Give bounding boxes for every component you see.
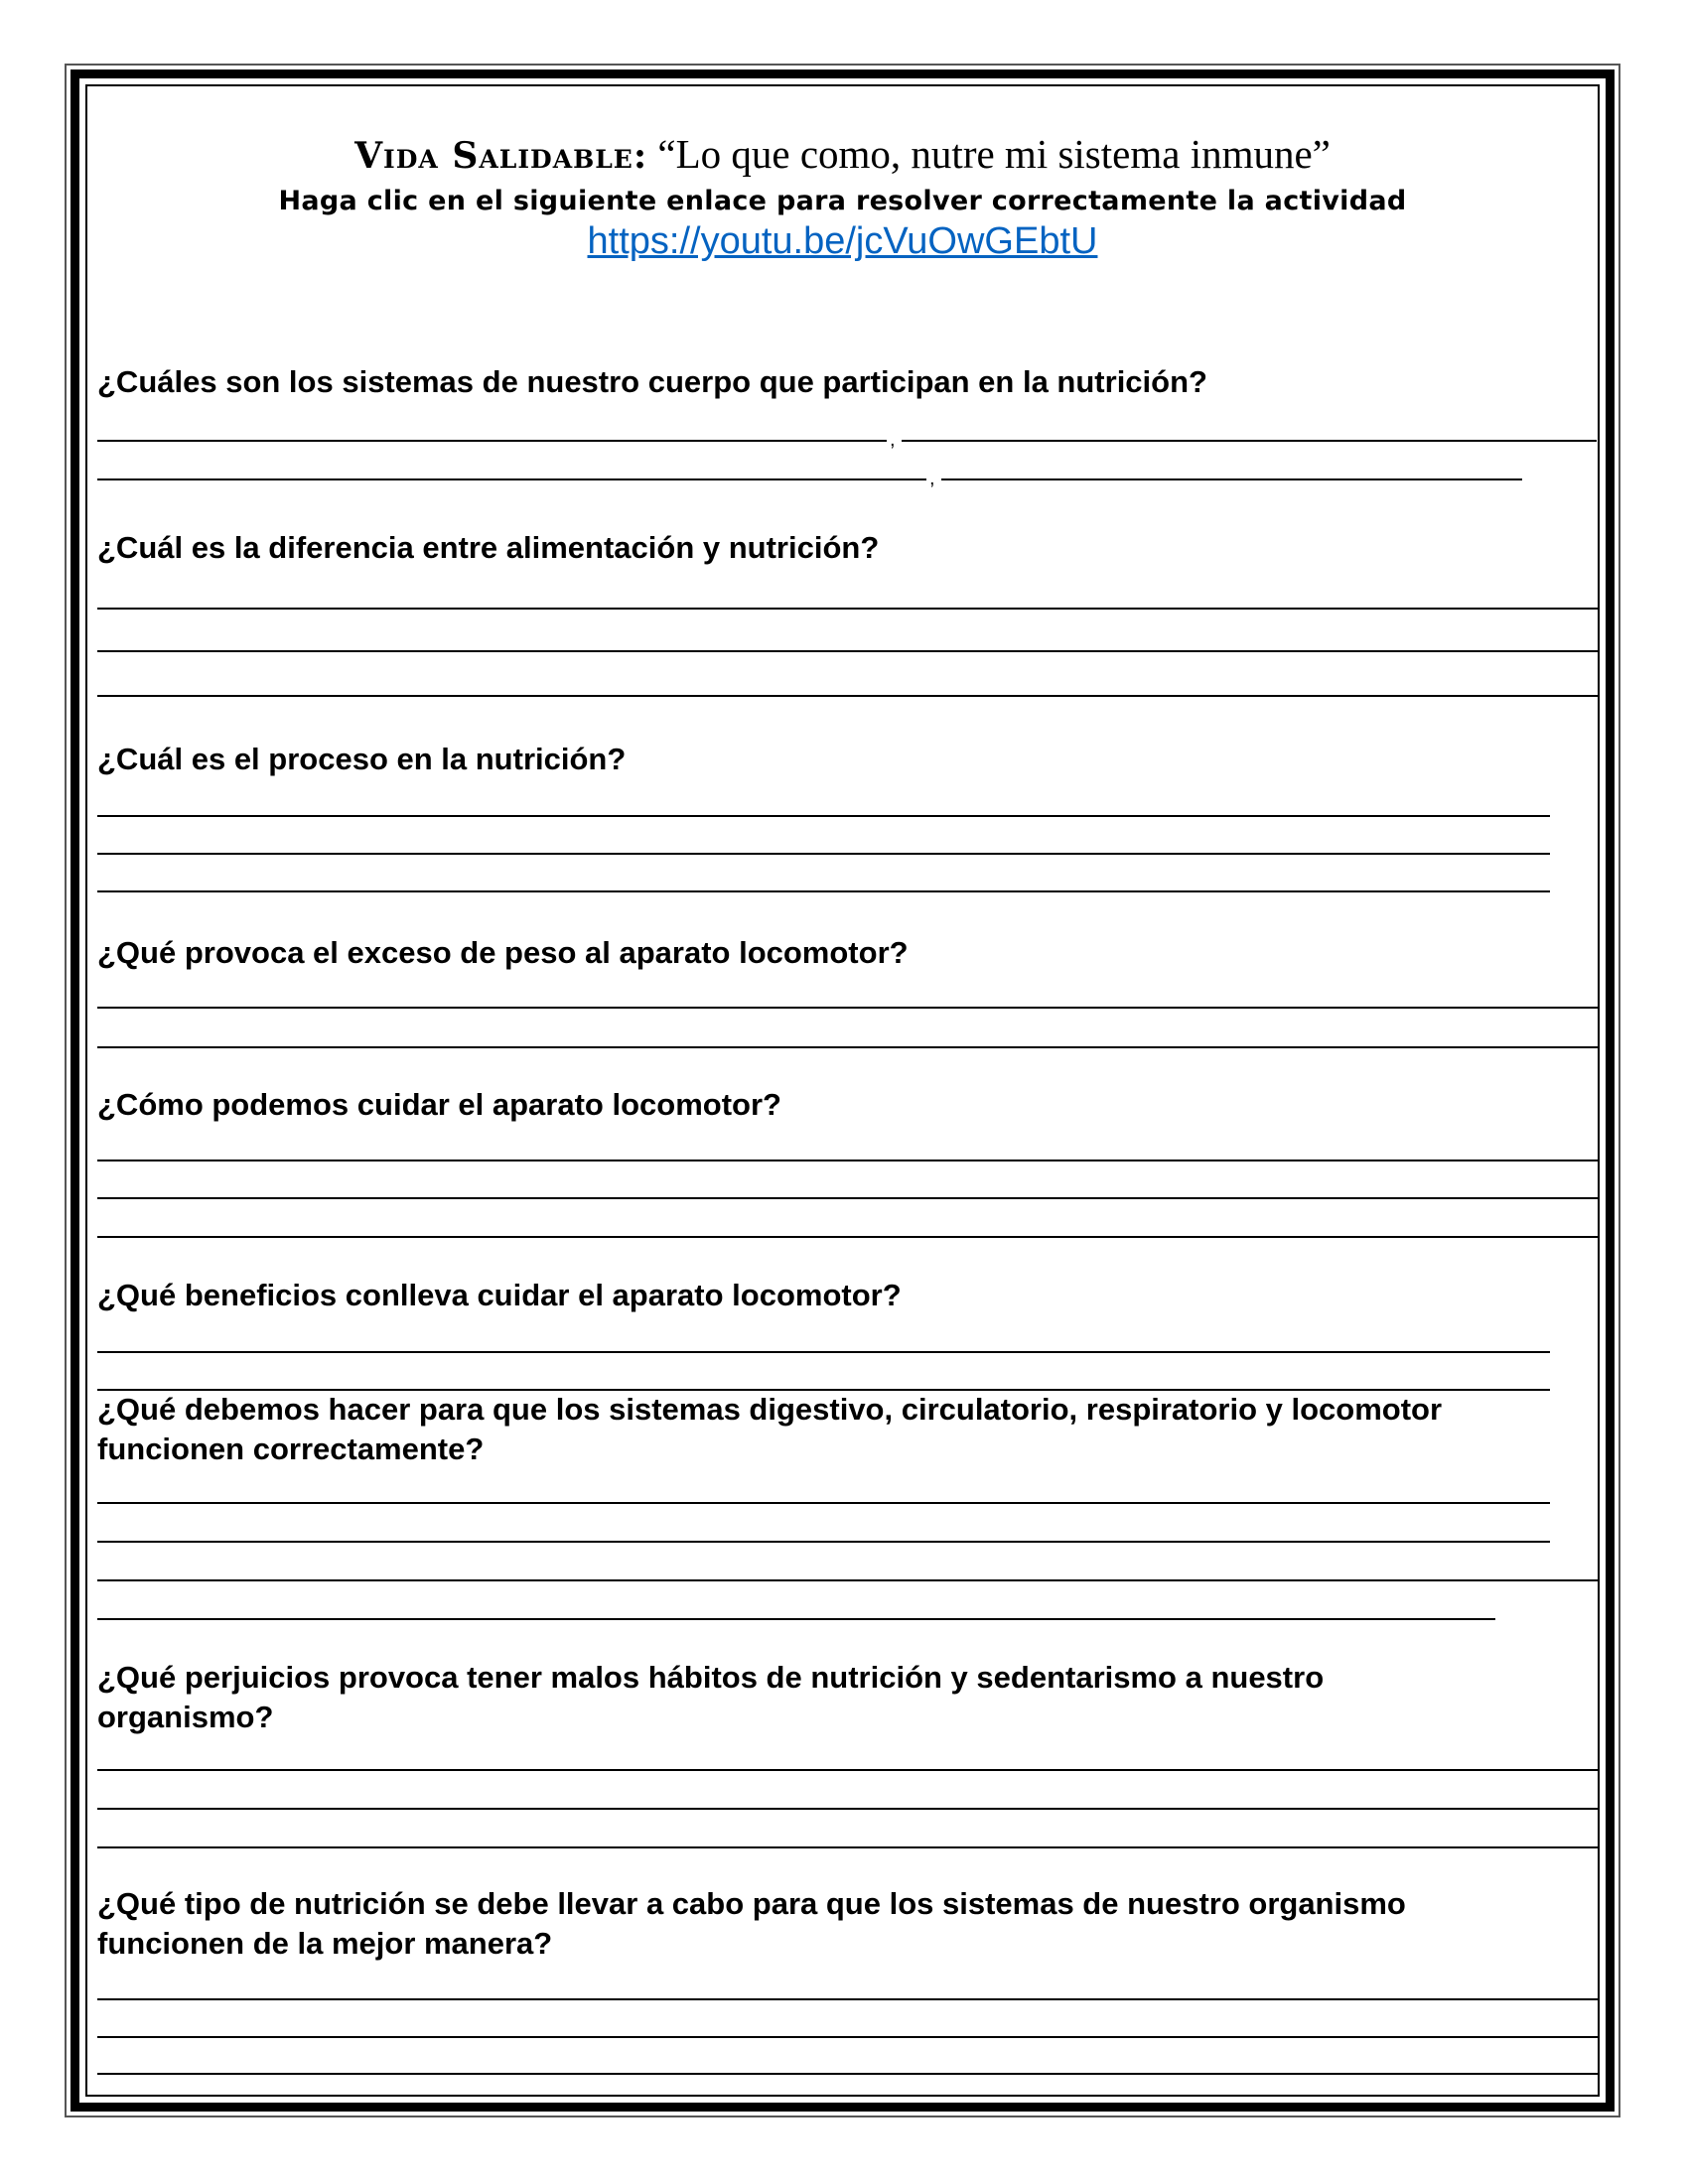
question-6: ¿Qué beneficios conlleva cuidar el aparato locomotor? [97,1278,902,1312]
answer-line[interactable] [97,1197,1598,1199]
answer-line[interactable] [97,695,1598,697]
comma-separator: , [929,468,935,489]
comma-separator: , [890,429,896,451]
question-3: ¿Cuál es el proceso en la nutrición? [97,742,627,776]
answer-line[interactable] [97,1998,1598,2000]
answer-line[interactable] [97,2036,1598,2038]
answer-line[interactable] [97,1808,1598,1810]
question-8-line-2: organismo? [97,1700,274,1734]
answer-line[interactable] [97,853,1550,855]
answer-line[interactable] [97,1160,1598,1161]
answer-line[interactable] [97,1007,1598,1009]
answer-line[interactable] [902,440,1597,442]
question-1: ¿Cuáles son los sistemas de nuestro cuerpo que participan en la nutrición? [97,364,1207,399]
question-9 [97,1884,1406,1964]
question-5: ¿Cómo podemos cuidar el aparato locomotor? [97,1087,781,1122]
question-7-line-2: funcionen correctamente? [97,1432,485,1466]
question-7-line-1: ¿Qué debemos hacer para que los sistemas digestivo, circulatorio, respiratorio y locomotor [97,1392,1443,1427]
title-quote: “Lo que como, nutre mi sistema inmune” [657,131,1331,177]
answer-line[interactable] [97,1769,1598,1771]
answer-line[interactable] [97,815,1550,817]
answer-line[interactable] [97,1236,1598,1238]
question-9-line-1: ¿Qué tipo de nutrición se debe llevar a cabo para que los sistemas de nuestro organismo [97,1886,1406,1921]
answer-line[interactable] [97,650,1598,652]
worksheet-header [87,131,1598,263]
question-2: ¿Cuál es la diferencia entre alimentación y nutrición? [97,530,880,565]
instruction-text: Haga clic en el siguiente enlace para resolver correctamente la actividad [278,186,1407,217]
answer-line[interactable] [97,478,926,480]
video-link[interactable]: https://youtu.be/jcVuOwGEbtU [587,220,1098,263]
answer-line[interactable] [97,1618,1495,1620]
answer-line[interactable] [97,1046,1598,1048]
title-prefix: Vida Salidable: [354,135,648,177]
answer-line[interactable] [97,608,1598,610]
answer-line[interactable] [97,1502,1550,1504]
question-8-line-1: ¿Qué perjuicios provoca tener malos hábitos de nutrición y sedentarismo a nuestro [97,1660,1325,1695]
answer-line[interactable] [97,440,887,442]
answer-line[interactable] [97,1579,1598,1581]
answer-line[interactable] [97,1351,1550,1353]
answer-line[interactable] [97,1541,1550,1543]
answer-line[interactable] [97,890,1550,892]
question-9-line-2: funcionen de la mejor manera? [97,1926,553,1961]
answer-line[interactable] [97,2073,1598,2075]
worksheet-title [87,131,1598,178]
answer-line[interactable] [97,1846,1598,1848]
question-8 [97,1658,1324,1737]
answer-line[interactable] [941,478,1522,480]
question-4: ¿Qué provoca el exceso de peso al aparato locomotor? [97,935,909,970]
question-7 [97,1390,1442,1469]
